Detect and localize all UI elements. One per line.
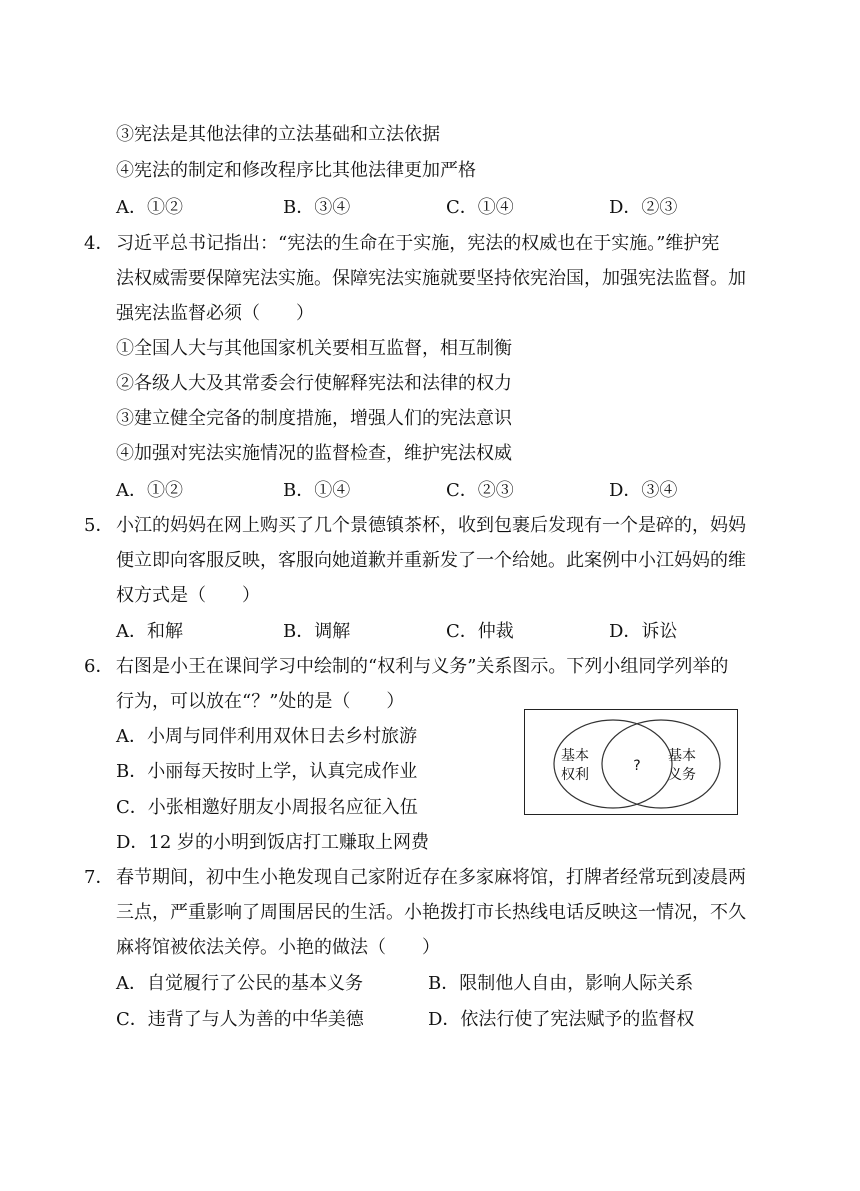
q3-option-c: C．①④ [446,197,514,218]
q7-option-c: C．违背了与人为善的中华美德 [116,1009,364,1030]
q3-option-d: D．②③ [609,197,678,218]
q4-statement-1: ①全国人大与其他国家机关要相互监督，相互制衡 [116,338,512,359]
q5-stem-line-2: 便立即向客服反映，客服向她道歉并重新发了一个给她。此案例中小江妈妈的维 [116,550,746,571]
q6-option-a: A．小周与同伴利用双休日去乡村旅游 [116,726,417,747]
q3-option-b: B．③④ [283,197,351,218]
q7-option-d: D．依法行使了宪法赋予的监督权 [428,1009,695,1030]
q4-statement-2: ②各级人大及其常委会行使解释宪法和法律的权力 [116,373,512,394]
q4-statement-4: ④加强对宪法实施情况的监督检查，维护宪法权威 [116,443,512,464]
q4-number: 4． [84,233,114,254]
q3-statement-4: ④宪法的制定和修改程序比其他法律更加严格 [116,160,476,181]
q6-stem-line-1: 右图是小王在课间学习中绘制的“权利与义务”关系图示。下列小组同学列举的 [116,656,729,677]
venn-right-label-1: 基本 [668,748,696,764]
venn-right-label-2: 义务 [668,767,696,783]
q5-option-b: B．调解 [283,621,351,642]
q6-option-c: C．小张相邀好朋友小周报名应征入伍 [116,797,418,818]
venn-left-label-1: 基本 [561,748,589,764]
venn-left-label-2: 权利 [561,767,589,783]
q5-stem-line-1: 小江的妈妈在网上购买了几个景德镇茶杯，收到包裹后发现有一个是碎的，妈妈 [116,515,746,536]
q4-option-c: C．②③ [446,480,514,501]
q4-option-d: D．③④ [609,480,678,501]
q5-option-c: C．仲裁 [446,621,514,642]
q7-stem-line-1: 春节期间，初中生小艳发现自己家附近存在多家麻将馆，打牌者经常玩到凌晨两 [116,867,746,888]
q4-statement-3: ③建立健全完备的制度措施，增强人们的宪法意识 [116,408,512,429]
q7-option-b: B．限制他人自由，影响人际关系 [428,973,694,994]
q3-option-a: A．①② [116,197,183,218]
q5-option-d: D．诉讼 [609,621,678,642]
q7-stem-line-3: 麻将馆被依法关停。小艳的做法（ ） [116,937,440,958]
q5-option-a: A．和解 [116,621,183,642]
q4-stem-line-3: 强宪法监督必须（ ） [116,303,314,324]
q4-option-a: A．①② [116,480,183,501]
q6-option-d: D．12 岁的小明到饭店打工赚取上网费 [116,832,430,853]
q7-number: 7． [84,867,114,888]
q3-statement-3: ③宪法是其他法律的立法基础和立法依据 [116,124,440,145]
venn-right-circle [602,720,720,808]
rights-duties-venn-diagram [524,709,738,815]
q5-stem-line-3: 权方式是（ ） [116,585,260,606]
venn-svg [525,710,739,816]
venn-left-circle [554,720,672,808]
q7-stem-line-2: 三点，严重影响了周围居民的生活。小艳拨打市长热线电话反映这一情况，不久 [116,902,746,923]
q6-stem-line-2: 行为，可以放在“？”处的是（ ） [116,691,405,712]
q5-number: 5． [84,515,114,536]
q6-option-b: B．小丽每天按时上学，认真完成作业 [116,761,418,782]
q4-option-b: B．①④ [283,480,351,501]
q7-option-a: A．自觉履行了公民的基本义务 [116,973,363,994]
venn-center-question-mark: ? [633,758,641,774]
q4-stem-line-2: 法权威需要保障宪法实施。保障宪法实施就要坚持依宪治国，加强宪法监督。加 [116,268,746,289]
q4-stem-line-1: 习近平总书记指出：“宪法的生命在于实施，宪法的权威也在于实施。”维护宪 [116,233,720,254]
q6-number: 6． [84,656,114,677]
